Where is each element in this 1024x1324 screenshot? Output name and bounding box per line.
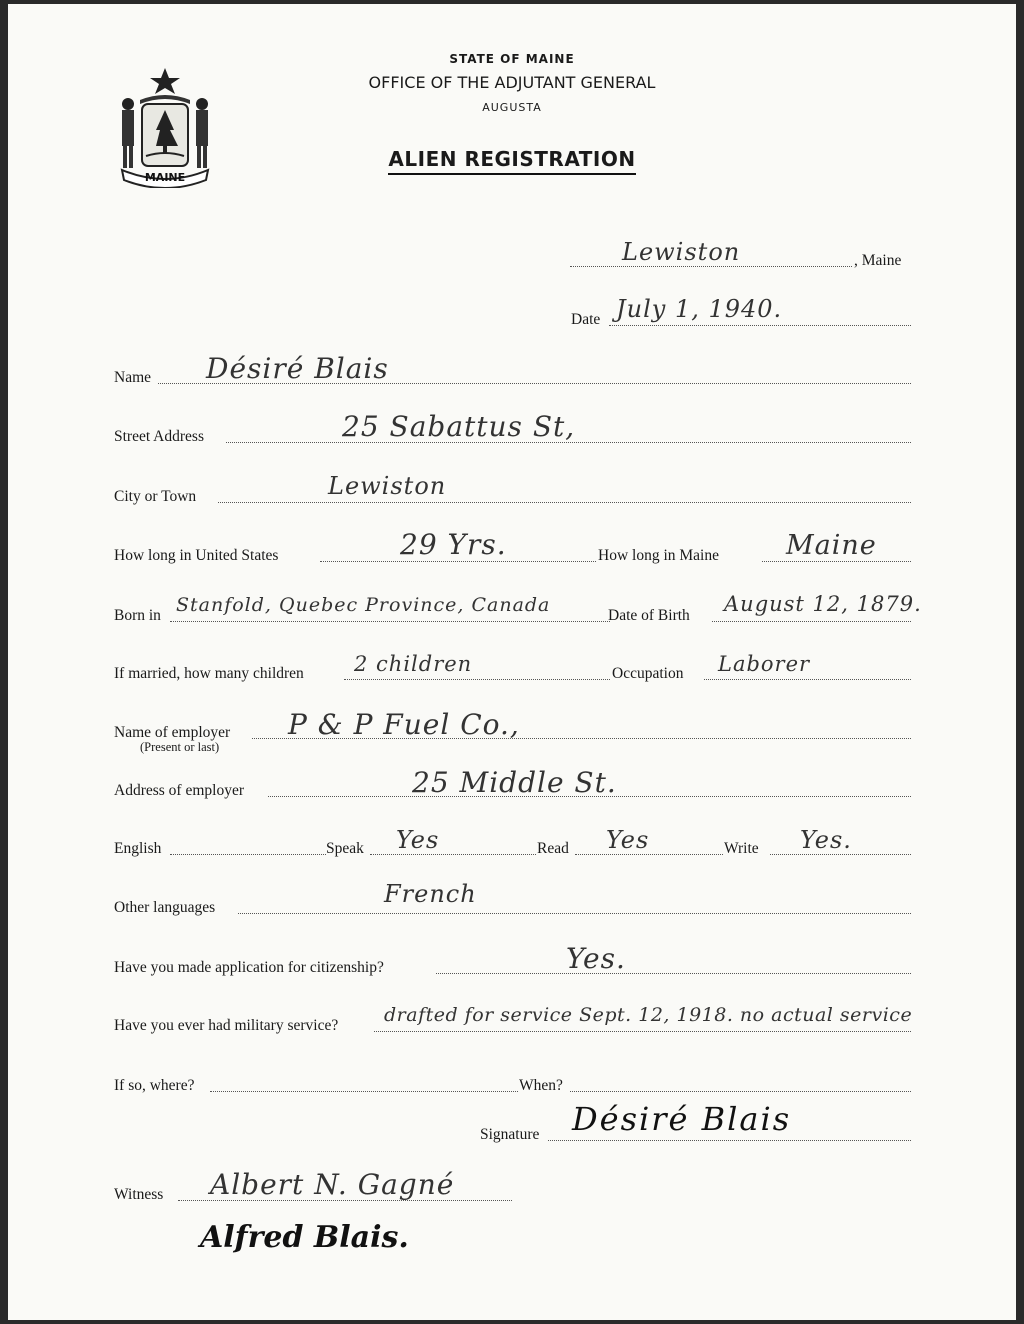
- write-line: [770, 854, 911, 855]
- maine-value: Maine: [786, 530, 877, 561]
- us-label: How long in United States: [114, 547, 279, 564]
- svg-text:MAINE: MAINE: [144, 171, 186, 184]
- form-title-text: ALIEN REGISTRATION: [388, 147, 635, 175]
- city-heading: AUGUSTA: [482, 101, 542, 114]
- second-signature: Alfred Blais.: [200, 1220, 409, 1255]
- town-value: Lewiston: [622, 238, 741, 266]
- other-lang-value: French: [384, 880, 477, 908]
- maine-label: How long in Maine: [598, 547, 719, 564]
- signature-line: [548, 1140, 911, 1141]
- children-line: [344, 679, 610, 680]
- name-value: Désiré Blais: [206, 352, 389, 385]
- occupation-value: Laborer: [718, 652, 811, 676]
- military-line: [374, 1031, 911, 1032]
- military-label: Have you ever had military service?: [114, 1017, 339, 1034]
- town-line: [570, 266, 852, 267]
- name-label: Name: [114, 369, 152, 386]
- read-value: Yes: [606, 826, 650, 854]
- emp-addr-label: Address of employer: [114, 782, 244, 799]
- write-label: Write: [724, 840, 759, 857]
- when-label: When?: [519, 1077, 563, 1094]
- speak-label: Speak: [326, 840, 364, 857]
- children-label: If married, how many children: [114, 665, 304, 682]
- form-page: [8, 4, 1016, 1320]
- date-line: [609, 325, 911, 326]
- city-value: Lewiston: [328, 472, 447, 500]
- date-label: Date: [571, 311, 601, 328]
- form-title: [0, 147, 1024, 171]
- military-value: drafted for service Sept. 12, 1918. no actual service: [384, 1004, 913, 1026]
- street-label: Street Address: [114, 428, 204, 445]
- when-line: [570, 1091, 911, 1092]
- children-value: 2 children: [354, 652, 473, 676]
- dob-line: [712, 621, 911, 622]
- us-value: 29 Yrs.: [400, 528, 507, 561]
- employer-sublabel: (Present or last): [140, 740, 220, 754]
- english-line: [170, 854, 326, 855]
- maine-line: [762, 561, 911, 562]
- city-label: City or Town: [114, 488, 197, 505]
- english-label: English: [114, 840, 162, 857]
- speak-line: [370, 854, 536, 855]
- other-lang-line: [238, 913, 911, 914]
- state-heading: STATE OF MAINE: [449, 52, 575, 66]
- town-suffix: , Maine: [854, 252, 902, 269]
- occupation-line: [704, 679, 911, 680]
- city-line: [218, 502, 911, 503]
- emp-addr-value: 25 Middle St.: [412, 766, 617, 799]
- employer-label: Name of employer: [114, 724, 231, 741]
- witness-value: Albert N. Gagné: [210, 1168, 455, 1201]
- where-line: [210, 1091, 518, 1092]
- office-heading: OFFICE OF THE ADJUTANT GENERAL: [368, 73, 656, 92]
- signature-value: Désiré Blais: [572, 1100, 792, 1138]
- witness-label: Witness: [114, 1186, 164, 1203]
- dob-label: Date of Birth: [608, 607, 690, 624]
- born-label: Born in: [114, 607, 161, 624]
- born-line: [170, 621, 610, 622]
- signature-label: Signature: [480, 1126, 540, 1143]
- citizenship-label: Have you made application for citizenship?: [114, 959, 384, 976]
- occupation-label: Occupation: [612, 665, 684, 682]
- citizenship-line: [436, 973, 911, 974]
- dob-value: August 12, 1879.: [724, 592, 922, 616]
- employer-value: P & P Fuel Co.,: [288, 708, 520, 741]
- where-label: If so, where?: [114, 1077, 195, 1094]
- write-value: Yes.: [800, 826, 852, 854]
- born-value: Stanfold, Quebec Province, Canada: [176, 594, 551, 616]
- speak-value: Yes: [396, 826, 440, 854]
- date-value: July 1, 1940.: [616, 295, 783, 323]
- read-label: Read: [537, 840, 569, 857]
- read-line: [575, 854, 723, 855]
- citizenship-value: Yes.: [566, 942, 626, 975]
- other-lang-label: Other languages: [114, 899, 216, 916]
- street-value: 25 Sabattus St,: [342, 410, 576, 443]
- us-line: [320, 561, 596, 562]
